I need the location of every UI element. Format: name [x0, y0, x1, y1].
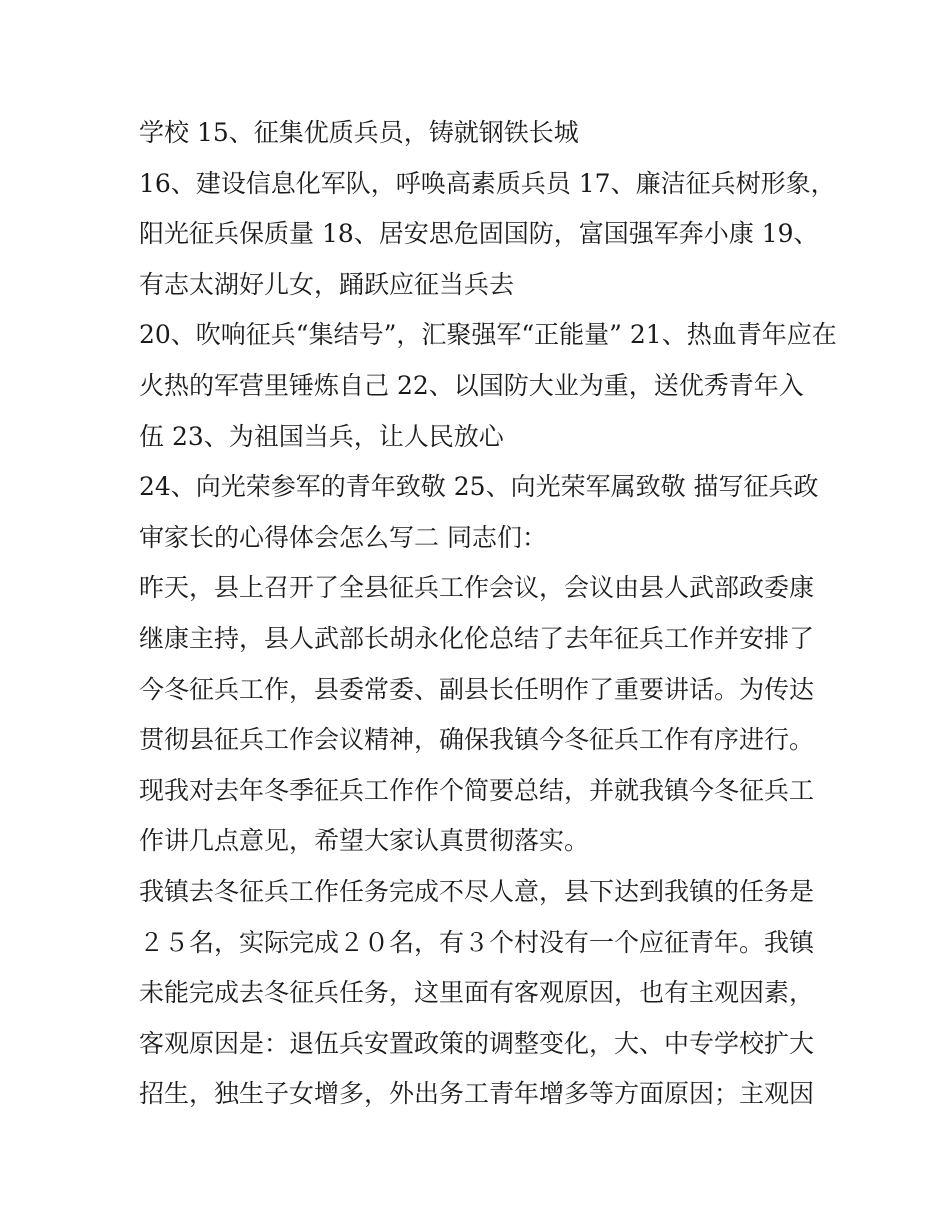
text-line: 审家长的心得体会怎么写二 同志们： — [139, 522, 547, 552]
text-line: 伍 23、为祖国当兵，让人民放心 — [139, 421, 504, 451]
text-line: 我镇去冬征兵工作任务完成不尽人意，县下达到我镇的任务是 — [139, 876, 815, 906]
text-line: 未能完成去冬征兵任务，这里面有客观原因，也有主观因素， — [139, 978, 815, 1008]
text-line: 有志太湖好儿女，踊跃应征当兵去 — [139, 269, 515, 299]
text-line: 学校 15、征集优质兵员，铸就钢铁长城 — [139, 118, 579, 147]
text-line: 20、吹响征兵“集结号”，汇聚强军“正能量” 21、热血青年应在 — [139, 320, 837, 350]
text-line: 招生，独生子女增多，外出务工青年增多等方面原因；主观因 — [139, 1079, 815, 1109]
text-line: 昨天，县上召开了全县征兵工作会议，会议由县人武部政委康 — [139, 573, 815, 603]
document-body — [139, 108, 837, 1120]
text-line: 现我对去年冬季征兵工作作个简要总结，并就我镇今冬征兵工 — [139, 775, 815, 805]
text-line: 阳光征兵保质量 18、居安思危固国防，富国强军奔小康 19、 — [139, 219, 819, 249]
text-line: 今冬征兵工作，县委常委、副县长任明作了重要讲话。为传达 — [139, 674, 815, 704]
text-line: 贯彻县征兵工作会议精神，确保我镇今冬征兵工作有序进行。 — [139, 725, 815, 755]
text-line: 客观原因是：退伍兵安置政策的调整变化，大、中专学校扩大 — [139, 1028, 815, 1058]
text-line: 作讲几点意见，希望大家认真贯彻落实。 — [139, 826, 590, 856]
text-line: 火热的军营里锤炼自己 22、以国防大业为重，送优秀青年入 — [139, 370, 804, 400]
text-line: ２５名，实际完成２０名，有３个村没有一个应征青年。我镇 — [139, 927, 815, 957]
text-line: 24、向光荣参军的青年致敬 25、向光荣军属致敬 描写征兵政 — [139, 472, 819, 502]
text-line: 16、建设信息化军队，呼唤高素质兵员 17、廉洁征兵树形象， — [139, 168, 836, 198]
text-line: 继康主持，县人武部长胡永化伦总结了去年征兵工作并安排了 — [139, 623, 815, 653]
